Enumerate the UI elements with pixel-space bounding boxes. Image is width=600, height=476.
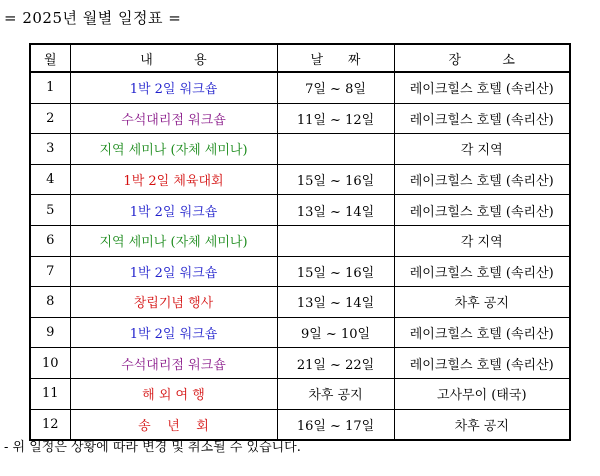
footnote: - 위 일정은 상황에 따라 변경 및 취소될 수 있습니다. [4, 440, 301, 455]
month-cell: 8 [30, 287, 70, 318]
place-cell: 각 지역 [394, 134, 570, 165]
place-cell: 각 지역 [394, 225, 570, 256]
header-date: 날 짜 [277, 44, 394, 72]
place-cell: 차후 공지 [394, 409, 570, 440]
month-cell: 6 [30, 225, 70, 256]
date-cell: 13일 ~ 14일 [277, 287, 394, 318]
header-place: 장 소 [394, 44, 570, 72]
date-cell: 21일 ~ 22일 [277, 348, 394, 379]
month-cell: 11 [30, 378, 70, 409]
month-cell: 10 [30, 348, 70, 379]
place-cell: 레이크힐스 호텔 (속리산) [394, 103, 570, 134]
event-cell: 수석대리점 워크숍 [70, 348, 277, 379]
table-row [30, 256, 570, 287]
place-cell: 레이크힐스 호텔 (속리산) [394, 164, 570, 195]
event-cell: 송 년 회 [70, 409, 277, 440]
date-cell [277, 225, 394, 256]
date-cell: 16일 ~ 17일 [277, 409, 394, 440]
table-row [30, 195, 570, 226]
month-cell: 1 [30, 72, 70, 103]
place-cell: 고사무이 (태국) [394, 378, 570, 409]
month-cell: 9 [30, 317, 70, 348]
month-cell: 3 [30, 134, 70, 165]
table-row [30, 164, 570, 195]
table-row [30, 348, 570, 379]
event-cell: 해 외 여 행 [70, 378, 277, 409]
date-cell [277, 134, 394, 165]
date-cell: 15일 ~ 16일 [277, 164, 394, 195]
month-cell: 7 [30, 256, 70, 287]
date-cell: 차후 공지 [277, 378, 394, 409]
table-row [30, 378, 570, 409]
place-cell: 차후 공지 [394, 287, 570, 318]
header-content: 내 용 [70, 44, 277, 72]
month-cell: 5 [30, 195, 70, 226]
month-cell: 2 [30, 103, 70, 134]
table-row [30, 72, 570, 103]
header-month: 월 [30, 44, 70, 72]
date-cell: 7일 ~ 8일 [277, 72, 394, 103]
place-cell: 레이크힐스 호텔 (속리산) [394, 348, 570, 379]
place-cell: 레이크힐스 호텔 (속리산) [394, 72, 570, 103]
month-cell: 4 [30, 164, 70, 195]
event-cell: 1박 2일 체육대회 [70, 164, 277, 195]
event-cell: 1박 2일 워크숍 [70, 195, 277, 226]
schedule-table [29, 43, 571, 441]
event-cell: 수석대리점 워크숍 [70, 103, 277, 134]
date-cell: 13일 ~ 14일 [277, 195, 394, 226]
table-row [30, 225, 570, 256]
date-cell: 9일 ~ 10일 [277, 317, 394, 348]
table-row [30, 103, 570, 134]
table-header-row [30, 44, 570, 72]
month-cell: 12 [30, 409, 70, 440]
place-cell: 레이크힐스 호텔 (속리산) [394, 256, 570, 287]
event-cell: 1박 2일 워크숍 [70, 72, 277, 103]
place-cell: 레이크힐스 호텔 (속리산) [394, 195, 570, 226]
page-title: = 2025년 월별 일정표 = [4, 9, 182, 27]
table-row [30, 287, 570, 318]
event-cell: 1박 2일 워크숍 [70, 317, 277, 348]
date-cell: 11일 ~ 12일 [277, 103, 394, 134]
event-cell: 지역 세미나 (자체 세미나) [70, 134, 277, 165]
table-row [30, 317, 570, 348]
event-cell: 창립기념 행사 [70, 287, 277, 318]
event-cell: 1박 2일 워크숍 [70, 256, 277, 287]
event-cell: 지역 세미나 (자체 세미나) [70, 225, 277, 256]
place-cell: 레이크힐스 호텔 (속리산) [394, 317, 570, 348]
date-cell: 15일 ~ 16일 [277, 256, 394, 287]
table-row [30, 134, 570, 165]
